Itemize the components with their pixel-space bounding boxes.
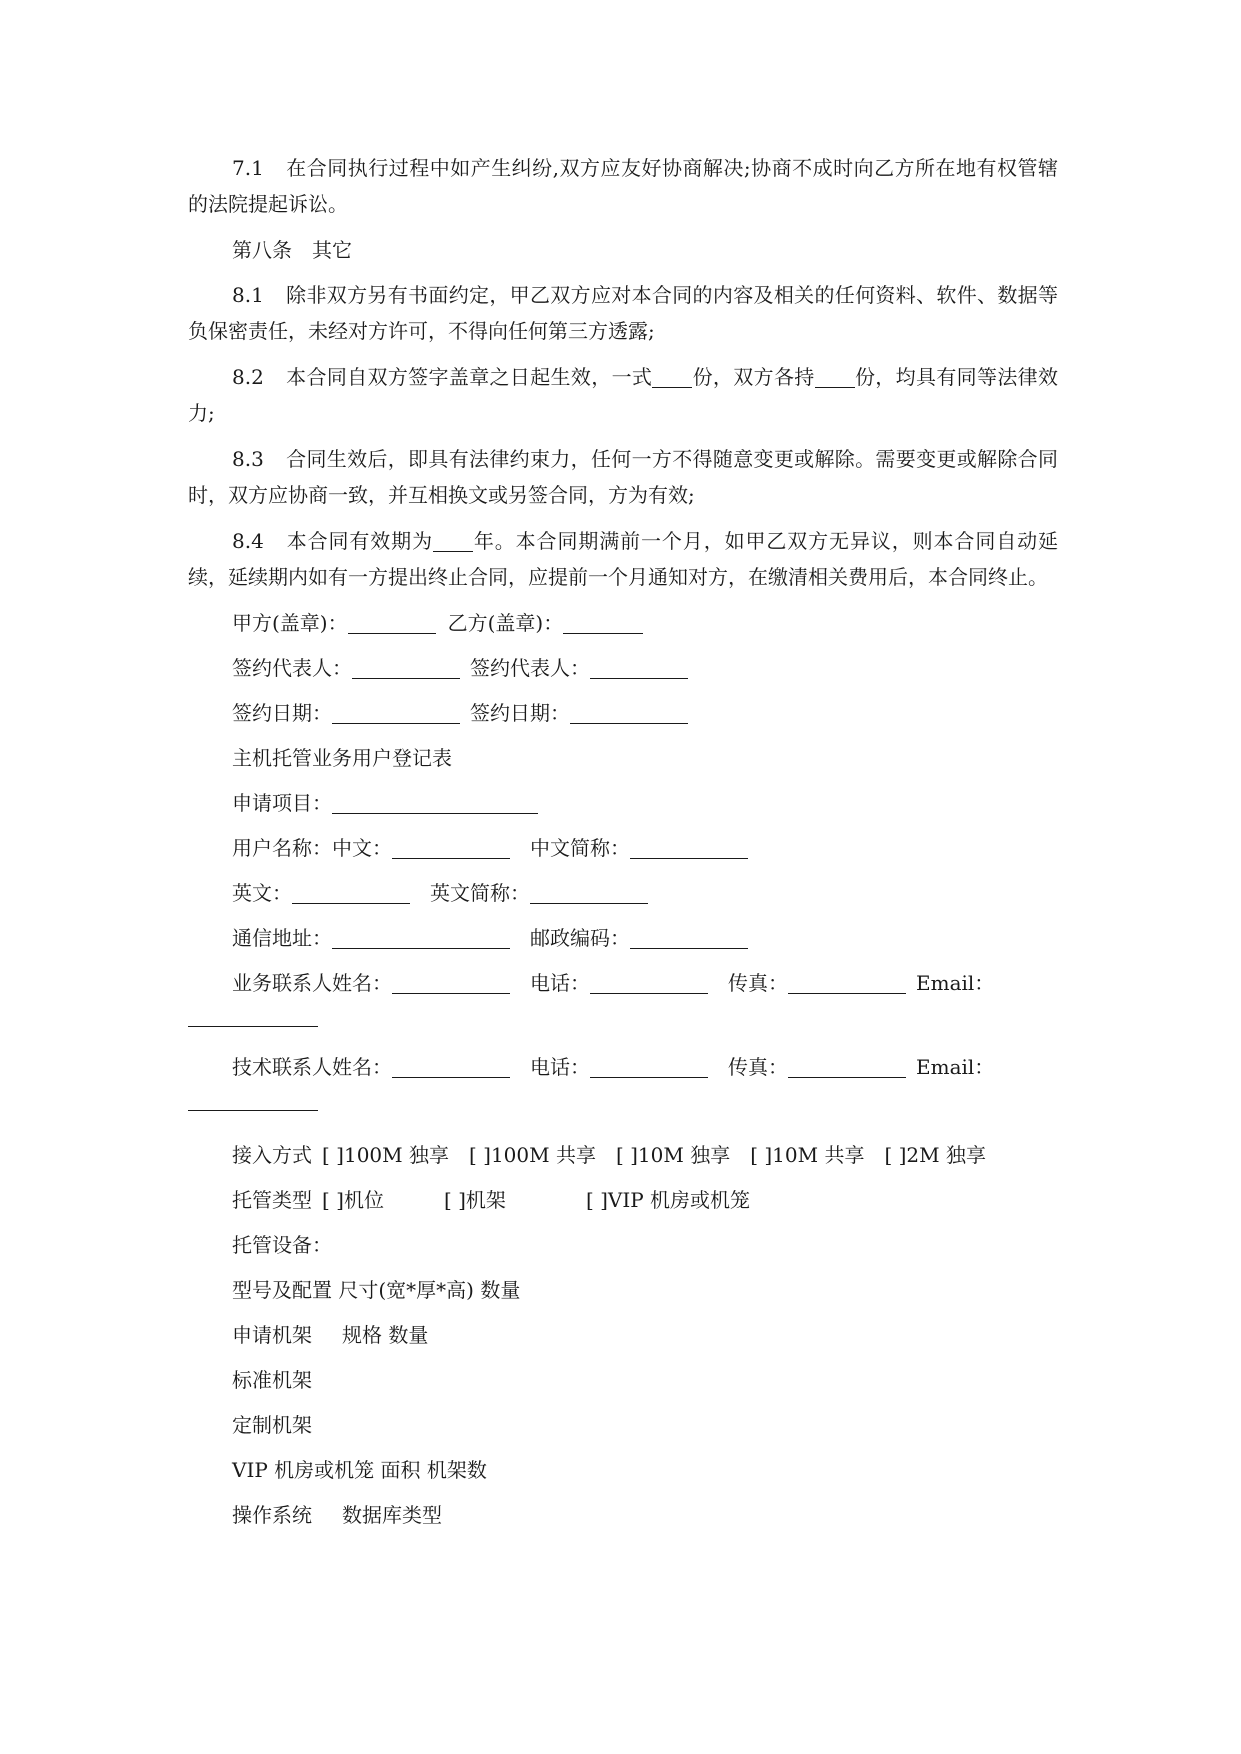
vip-header: VIP 机房或机笼 面积 机架数 — [232, 1458, 487, 1482]
tech-fax-blank[interactable] — [788, 1055, 906, 1078]
date-b-blank[interactable] — [570, 701, 688, 724]
access-option-10m-dedicated[interactable]: [ ]10M 独享 — [615, 1143, 731, 1167]
date-a-blank[interactable] — [332, 701, 460, 724]
clause-text: 合同生效后，即具有法律约束力，任何一方不得随意变更或解除。需要变更或解除合同时，双方应协商一致，并互相换文或另签合同，方为有效; — [188, 447, 1058, 507]
hosted-device-label: 托管设备： — [232, 1233, 332, 1257]
tech-email-blank[interactable] — [188, 1109, 318, 1111]
clause-text: 在合同执行过程中如产生纠纷,双方应友好协商解决;协商不成时向乙方所在地有权管辖的法院提起诉讼。 — [188, 156, 1058, 216]
biz-phone-blank[interactable] — [590, 971, 708, 994]
cn-abbr-blank[interactable] — [630, 836, 748, 859]
party-b-seal-blank[interactable] — [563, 611, 643, 634]
biz-contact-name-blank[interactable] — [392, 971, 510, 994]
clause-8-2: 8.2 本合同自双方签字盖章之日起生效，一式 份，双方各持 份，均具有同等法律效力; — [188, 365, 1059, 425]
representative-line: 签约代表人： 签约代表人： — [188, 650, 1058, 686]
tech-contact-name-blank[interactable] — [392, 1055, 510, 1078]
access-option-100m-shared[interactable]: [ ]100M 共享 — [468, 1143, 596, 1167]
apply-item-line: 申请项目： — [188, 785, 1058, 821]
custom-rack-row: 定制机架 — [232, 1413, 312, 1437]
en-name-blank[interactable] — [292, 881, 410, 904]
standard-rack-row: 标准机架 — [232, 1368, 312, 1392]
rep-b-blank[interactable] — [590, 656, 688, 679]
biz-fax-blank[interactable] — [788, 971, 906, 994]
address-line: 通信地址： 邮政编码： — [188, 920, 1058, 956]
term-years-blank[interactable] — [433, 529, 473, 552]
copies-each-blank[interactable] — [815, 365, 855, 388]
hosting-option-slot[interactable]: [ ]机位 — [322, 1188, 384, 1212]
access-option-10m-shared[interactable]: [ ]10M 共享 — [750, 1143, 865, 1167]
clause-number: 8.4 — [232, 529, 264, 553]
clause-text: 除非双方另有书面约定，甲乙双方应对本合同的内容及相关的任何资料、软件、数据等负保密责任，未经对方许可，不得向任何第三方透露; — [188, 283, 1058, 343]
en-abbr-blank[interactable] — [530, 881, 648, 904]
article-8-heading: 第八条 其它 — [232, 238, 352, 262]
access-method-line: 接入方式 [ ]100M 独享 [ ]100M 共享 [ ]10M 独享 [ ]10M 共享 [ ]2M 独享 — [232, 1143, 986, 1167]
apply-item-blank[interactable] — [332, 791, 538, 814]
address-blank[interactable] — [332, 926, 510, 949]
document-page — [188, 150, 1058, 1542]
seal-line: 甲方(盖章)： 乙方(盖章)： — [188, 605, 1058, 641]
hosting-option-vip[interactable]: [ ]VIP 机房或机笼 — [585, 1188, 751, 1212]
user-name-cn-line: 用户名称：中文： 中文简称： — [188, 830, 1058, 866]
technical-contact-line: 技术联系人姓名： 电话： 传真： Email： — [188, 1049, 1058, 1129]
postcode-blank[interactable] — [630, 926, 748, 949]
copies-blank[interactable] — [652, 365, 692, 388]
os-db-line: 操作系统 数据库类型 — [232, 1503, 442, 1527]
party-a-seal-blank[interactable] — [348, 611, 436, 634]
clause-number: 8.2 — [232, 365, 264, 389]
clause-number: 8.1 — [232, 283, 264, 307]
business-contact-line: 业务联系人姓名： 电话： 传真： Email： — [188, 965, 1058, 1045]
device-header: 型号及配置 尺寸(宽*厚*高) 数量 — [232, 1278, 521, 1302]
user-name-cn-blank[interactable] — [392, 836, 510, 859]
clause-8-3 — [188, 441, 1058, 513]
access-option-2m-dedicated[interactable]: [ ]2M 独享 — [884, 1143, 986, 1167]
form-title: 主机托管业务用户登记表 — [232, 746, 452, 770]
clause-7-1 — [188, 150, 1058, 222]
clause-8-1 — [188, 277, 1058, 349]
clause-8-4: 8.4 本合同有效期为 年。本合同期满前一个月，如甲乙双方无异议，则本合同自动延续，延续期内如有一方提出终止合同，应提前一个月通知对方，在缴清相关费用后，本合同终止。 — [188, 529, 1059, 589]
hosting-type-line: 托管类型 [ ]机位 [ ]机架 [ ]VIP 机房或机笼 — [232, 1188, 751, 1212]
biz-email-blank[interactable] — [188, 1025, 318, 1027]
sign-date-line: 签约日期： 签约日期： — [188, 695, 1058, 731]
access-option-100m-dedicated[interactable]: [ ]100M 独享 — [322, 1143, 449, 1167]
tech-phone-blank[interactable] — [590, 1055, 708, 1078]
clause-number: 7.1 — [232, 156, 264, 180]
rep-a-blank[interactable] — [352, 656, 460, 679]
rack-header: 申请机架 规格 数量 — [232, 1323, 429, 1347]
clause-number: 8.3 — [232, 447, 264, 471]
hosting-option-rack[interactable]: [ ]机架 — [443, 1188, 506, 1212]
user-name-en-line: 英文： 英文简称： — [188, 875, 1058, 911]
